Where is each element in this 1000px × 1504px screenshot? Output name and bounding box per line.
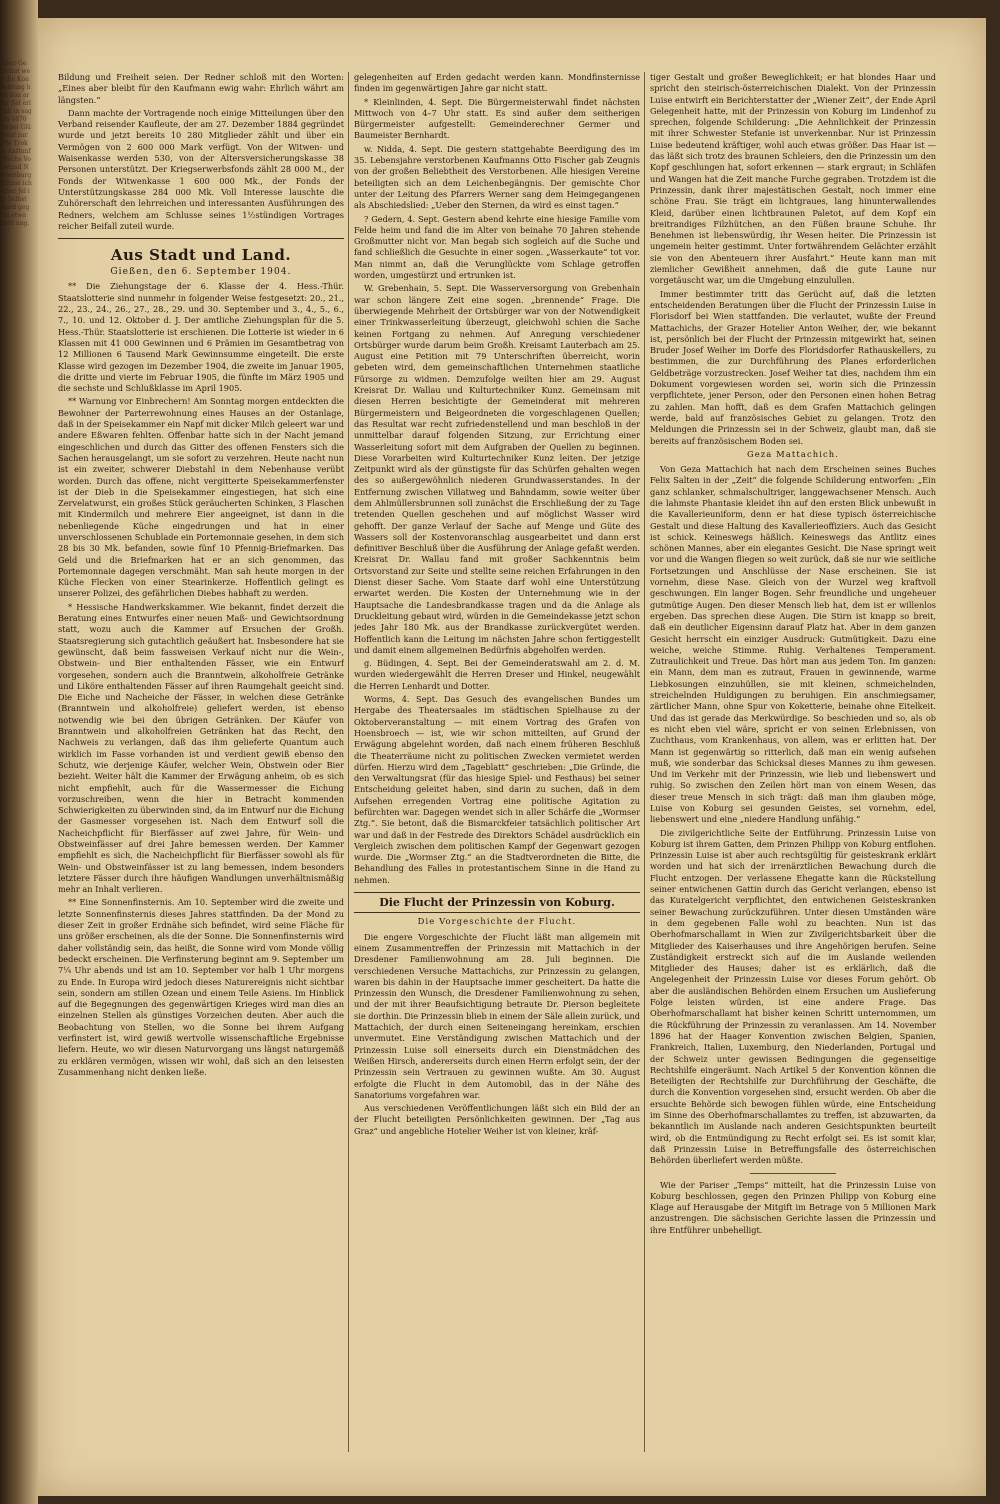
paragraph: ** Warnung vor Einbrechern! Am Sonntag morgen entdeckten die Bewohner der Parterrewohnung eines Hauses an der Ostanlage, daß in der Speisekammer ein Napf mit dicker Milch geleert war und andere Eßwaren fehlten. Offenbar hatte sich in der Nacht jemand eingeschlichen und durch das Gitter des offenen Fensters sich die Sachen herausgelangt, um sie sofort zu verzehren. Heute nacht nun ist ein zweiter, schwerer Diebstahl in dem Nebenhause verübt worden. Durch das offene, nicht vergitterte Speisekammerfenster ist der Dieb in die Speisekammer eingestiegen, hat sich eine Zervelatwurst, ein großes Stück geräucherten Schinken, 3 Flaschen mit Kindermilch und mehrere Eier angeeignet, ist dann in die nebenliegende Küche eingedrungen und hat in einer unverschlossenen Schublade ein Portemonnaie gesehen, in dem sich 28 bis 30 Mk. befanden, sowie fünf 10 Pfennig-Briefmarken. Das Geld und die Briefmarken hat er an sich genommen, das Portemonnaie dagegen verschmäht. Man sah heute morgen in der Küche Flecken von einer Stearinkerze. Hoffentlich gelingt es unserer Polizei, des gefährlichen Diebes habhaft zu werden. <box>58 396 344 599</box>
dateline: Gießen, den 6. September 1904. <box>110 267 292 278</box>
article-subheading: Geza Mattachich. <box>746 448 840 459</box>
article-heading: Die Flucht der Prinzessin von Koburg. <box>354 892 640 913</box>
adjacent-page-text: uber Ge Schut wei die Kon leibung hat kon ar Kr fiel erl fah in sagen 1870 Arbei Glühenf zur Ma Trok u Anftunf Wechs Vorstand Nenenburg Einzel ich über Jel in Selbst hard gegen etwa Zeit ung. <box>2 60 32 227</box>
paragraph: Aus verschiedenen Veröffentlichungen läßt sich ein Bild der an der Flucht beteiligten Persönlichkeiten gewinnen. Der „Tag aus Graz“ und angebliche Hotelier Weiher ist von kleiner, kräf- <box>354 1103 640 1136</box>
paragraph: * Hessische Handwerkskammer. Wie bekannt, findet derzeit die Beratung eines Entwurfes einer neuen Maß- und Gewichtsordnung statt, wozu auch die Kammer auf Ersuchen der Großh. Staatsregierung sich gutachtlich geäußert hat. Insbesondere hat sie gewünscht, daß beim fassweisen Verkauf nicht nur die Wein-, Obstwein- und Bier enthaltenden Fässer, wie ein Entwurf vorgesehen, sondern auch die Branntwein, alkoholfreie Getränke und Liköre enthaltenden Fässer auf ihren Raumgehalt geeicht sind. Die Eiche und Nacheiche der Fässer, in welchen diese Getränke (Branntwein und alkoholfreie) geliefert werden, ist ebenso notwendig wie bei den übrigen Getränken. Der Käufer von Branntwein und alkoholfreien Getränken hat das Recht, den Nachweis zu verlangen, daß das ihm gelieferte Quantum auch wirklich im Fasse vorhanden ist und verdient gewiß ebenso den Schutz, wie derjenige Käufer, welcher Wein, Obstwein oder Bier bezieht. Weiter hält die Kammer der Erwägung anheim, ob es sich nicht empfiehlt, auch für die Wassermesser die Eichung vorzuschreiben, wenn die hier in Betracht kommenden Schwierigkeiten zu überwinden sind, da im Entwurf nur die Eichung der Gasmesser vorgesehen ist. Nach dem Entwurf soll die Nacheichpflicht für Bierfässer auf zwei Jahre, für Wein- und Obstweinfässer auf drei Jahre bemessen werden. Der Kammer empfiehlt es sich, die Nacheichpflicht für Bierfässer sowohl als für Wein- und Obstweinfässer ist zu lang bemessen, indem besonders letztere Fässer durch ihre häufigen Wandlungen unverhältnismäßig mehr an Inhalt verlieren. <box>58 601 344 895</box>
paragraph: ** Eine Sonnenfinsternis. Am 10. September wird die zweite und letzte Sonnenfinsternis dieses Jahres stattfinden. Da der Mond zu dieser Zeit in großer Erdnähe sich befindet, wird seine Fläche für uns größer erscheinen, als die der Sonne. Die Sonnenfinsternis wird daher vollständig sein, das heißt, die Sonne wird vom Monde völlig bedeckt erscheinen. Die Verfinsterung beginnt am 9. September um 7¼ Uhr abends und ist am 10. September vor halb 1 Uhr morgens zu Ende. In Europa wird jedoch dieses Naturereignis nicht sichtbar sein, sondern am stillen Ozean und einem Teile Asiens. Im Hinblick auf die Begegnungen des gegenwärtigen Krieges wird man dies an einzelnen Stellen als günstiges Vorzeichen deuten. Aber auch die Beobachtung von Stellen, wo die Sonne bei ihrem Aufgang verfinstert ist, wird gewiß wertvolle wissenschaftliche Ergebnisse liefern. Heute, wo wir diesen Naturvorgang uns längst naturgemäß zu erklären vermögen, wissen wir wohl, daß sich an den leisesten Zusammenhang nicht denken ließe. <box>58 897 344 1077</box>
paragraph: ** Die Ziehungstage der 6. Klasse der 4. Hess.-Thür. Staatslotterie sind nunmehr in folgender Weise festgesetzt: 20., 21., 22., 23., 24., 26., 27., 28., 29. und 30. September und 3., 4., 5., 6., 7., 10. und 12. Oktober d. J. Der amtliche Ziehungsplan für die 5. Hess.-Thür. Staatslotterie ist erschienen. Die Lotterie ist wieder in 6 Klassen mit 41 000 Gewinnen und 6 Prämien im Gesamtbetrag von 12 Millionen 6 Tausend Mark Gewinnsumme eingeteilt. Die erste Klasse wird gezogen im Dezember 1904, die zweite im Januar 1905, die dritte und vierte im Februar 1905, die fünfte im März 1905 und die sechste und Schlußklasse im April 1905. <box>58 281 344 394</box>
paragraph: W. Grebenhain, 5. Sept. Die Wasserversorgung von Grebenhain war schon längere Zeit eine sogen. „brennende“ Frage. Die überwiegende Mehrheit der Ortsbürger war von der Notwendigkeit einer Trinkwasserleitung überzeugt, gleichwohl schien die Sache keinen Fortgang zu nehmen. Auf Anregung verschiedener Ortsbürger wurde darum beim Großh. Kreisamt Lauterbach am 25. August eine Petition mit 79 Unterschriften überreicht, worin gebeten wird, dem gemeinschaftlichen Unternehmen staatliche Fürsorge zu widmen. Demzufolge weilten hier am 29. August Kreisrat Dr. Wallau und Kulturtechniker Kunz. Gemeinsam mit diesen Herren besichtigte der Gemeinderat mit mehreren Bürgermeistern und Beigeordneten die vorgeschlagenen Quellen; das Resultat war recht zufriedenstellend und man beschloß in der unmittelbar darauf folgenden Sitzung, zur Errichtung einer Wasserleitung sofort mit dem Aufgraben der Quellen zu beginnen. Diese Vorarbeiten wird Kulturtechniker Kunz leiten. Der jetzige Zeitpunkt wird als der günstigste für das Schürfen gehalten wegen des so außergewöhnlich niederen Grundwasserstandes. In der Entfernung zwischen Villatweg und Bahndamm, sowie weiter über dem Ahlmüllersbrunnen soll zunächst die Erschließung der zu Tage tretenden Quellen geschehen und auf möglichst Wasser wird gehofft. Der ganze Verlauf der Sache auf Menge und Güte des Wassers soll der Kostenvoranschlag ausgearbeitet und dann erst definitiver Beschluß über die Ausführung der Anlage gefaßt werden. Kreisrat Dr. Wallau fand mit großer Sachkenntnis beim Ortsvorstand zur Seite und stellte seine reichen Erfahrungen in den Dienst dieser Sache. Vom Staate darf wohl eine Unterstützung erwartet werden. Die Kosten der Unternehmung wie in der Hauptsache die Landesbrandkasse tragen und da die Anlage als Druckleitung gebaut wird, würden in die Gemeindekasse jetzt schon jedes Jahr 180 Mk. aus der Brandkasse zurückvergütet werden. Hoffentlich kann die Leitung im nächsten Jahre schon fertiggestellt und damit einem allgemeinen Bedürfnis abgeholfen werden. <box>354 283 640 655</box>
paragraph: tiger Gestalt und großer Beweglichkeit; er hat blondes Haar und spricht den steirisch-österreichischen Dialekt. Von der Prinzessin Luise entwirft ein Berichterstatter der „Wiener Zeit“, der Ende April Gelegenheit hatte, mit der Prinzessin von Koburg im Lindenhof zu sprechen, folgende Schilderung: „Die Aehnlichkeit der Prinzessin mit ihrer Schwester Stefanie ist unverkennbar. Nur ist Prinzessin Luise bedeutend kräftiger, wohl auch etwas größer. Das Haar ist — das läßt sich trotz des braunen Schleiers, den die Prinzessin um den Kopf geschlungen hat, sofort erkennen — stark ergraut; in Schläfen und Wangen hat die Zeit manche Furche gegraben. Trotzdem ist die Prinzessin, dank ihrer majestätischen Gestalt, noch immer eine schöne Frau. Sie trägt ein lichtgraues, lang hinunterwallendes Kleid, darüber einen lichtbraunen Paletot, auf dem Kopf ein breitrandiges Filzhütchen, an den Füßen braune Schuhe. Ihr Benehmen ist liebenswürdig, ihr Wesen heiter. Die Prinzessin ist ungemein heiter gestimmt. Unter fortwährendem Gelächter erzählt sie von den Abenteuern ihrer Ausfahrt.“ Heute kann man mit ziemlicher Gewißheit annehmen, daß die gute Laune nur vorgetäuscht war, um die Umgebung einzulullen. <box>650 72 936 286</box>
paragraph: ? Gedern, 4. Sept. Gestern abend kehrte eine hiesige Familie vom Felde heim und fand die im Alter von beinahe 70 Jahren stehende Großmutter nicht vor. Man begab sich sogleich auf die Suche und fand schließlich die Gesuchte in einer sogen. „Wasserkaute“ tot vor. Man nimmt an, daß die Verunglückte vom Schlage getroffen worden, umgestürzt und ertrunken ist. <box>354 213 640 281</box>
paragraph: w. Nidda, 4. Sept. Die gestern stattgehabte Beerdigung des im 35. Lebensjahre verstorbenen Kaufmanns Otto Fischer gab Zeugnis von der großen Beliebtheit des Verstorbenen. Alle hiesigen Vereine beteiligten sich an dem Leichenbegängnis. Der gemischte Chor unter der Leitung des Pfarrers Werner sang dem Heimgegangenen als Abschiedslied: „Ueber den Sternen, da wird es einst tagen.“ <box>354 143 640 211</box>
adjacent-page-edge <box>0 0 38 1504</box>
paragraph: Dann machte der Vortragende noch einige Mitteilungen über den Verband reisender Kaufleute, der am 27. Dezember 1884 gegründet wurde und jetzt bereits 10 280 Mitglieder zählt und über ein Vermögen von 2 600 000 Mark verfügt. Von der Witwen- und Waisenkasse werden 530, von der Altersversicherungskasse 38 Personen unterstützt. Der Kriegserwerbsfonds zählt 28 000 M., der Fonds der Witwenkasse 1 600 000 Mk., der Fonds der Unterstützungskasse 284 000 Mk. Voll Interesse lauschte die Zuhörerschaft den lehrreichen und interessanten Ausführungen des Redners, welchem am Schlusse seines 1½stündigen Vortrages reicher Beifall zuteil wurde. <box>58 107 344 231</box>
paragraph: Bildung und Freiheit seien. Der Redner schloß mit den Worten: „Eines aber bleibt für den Kaufmann ewig wahr: Ehrlich währt am längsten.“ <box>58 72 344 105</box>
column-3 <box>650 72 936 1470</box>
paragraph: Wie der Pariser „Temps“ mitteilt, hat die Prinzessin Luise von Koburg beschlossen, gegen den Prinzen Philipp von Koburg eine Klage auf Herausgabe der Mitgift im Betrage von 5 Millionen Mark anzustrengen. Die sächsischen Gerichte lassen die Prinzessin und ihre Entführer unbehelligt. <box>650 1179 936 1235</box>
paragraph: * Kleinlinden, 4. Sept. Die Bürgermeisterwahl findet nächsten Mittwoch von 4–7 Uhr statt. Es sind außer dem seitherigen Bürgermeister aufgestellt: Gemeinderechner Germer und Baumeister Bernhardt. <box>354 96 640 141</box>
article-subheading: Die Vorgeschichte der Flucht. <box>417 916 577 927</box>
section-heading: Aus Stadt und Land. <box>58 238 344 265</box>
paragraph: Worms, 4. Sept. Das Gesuch des evangelischen Bundes um Hergabe des Theatersaales im städtischen Spielhause zu der Oktoberveranstaltung — mit einem Vortrag des Grafen von Hoensbroech — ist, wie wir schon mitteilten, auf Grund der Erwägung abgelehnt worden, daß nach einem früheren Beschluß die Theaterräume nicht zu politischen Zwecken vermietet werden dürfen. Hierzu wird dem „Tageblatt“ geschrieben: „Die Gründe, die den Verwaltungsrat (für das hiesige Spiel- und Festhaus) bei seiner Entscheidung geleitet haben, sind darin zu suchen, daß in dem Aufsehen erregenden Vortrag eine politische Agitation zu befürchten war. Dagegen wendet sich in aller Schärfe die „Wormser Ztg.“. Sie betont, daß die Bismarckfeier tatsächlich politischer Art war und daß in der Festrede des Direktors Schädel ausdrücklich ein Vergleich zwischen dem politischen Kampf der Gegenwart gezogen wurde. Die „Wormser Ztg.“ an die Stadtverordneten die Bitte, die Behandlung des Falles in protestantischem Sinne in die Hand zu nehmen. <box>354 694 640 885</box>
column-divider <box>644 72 645 1452</box>
paragraph: Von Geza Mattachich hat nach dem Erscheinen seines Buches Felix Salten in der „Zeit“ die folgende Schilderung entworfen: „Ein ganz schlanker, schmalschultriger, langgewachsener Mensch. Auch die lahmste Phantasie kleidet ihn auf den ersten Blick unbewußt in die Kavallerieuniform, denn er hat diese typisch österreichische Gestalt und diese Haltung des Kavallerieoffiziers. Auch das Gesicht ist schick. Keineswegs häßlich. Keineswegs das Antlitz eines schönen Mannes, aber ein elegantes Gesicht. Die Nase springt weit vor und die Wangen fliegen so weit zurück, daß sie nur wie seitliche Fortsetzungen und Anschlüsse der Nase erscheinen. Sie ist vornehm, diese Nase. Gleich von der Wurzel weg kraftvoll geschwungen. Ein langer Bogen. Sehr freundliche und ungeheuer gutmütige Augen. Den dieser Mensch lieb hat, dem ist er willenlos ergeben. Das sprechen diese Augen. Die Stirn ist knapp so breit, daß ein deutlicher Eigensinn darauf Platz hat. Aber in dem ganzen Gesicht herrscht ein einziger Ausdruck: Gutmütigkeit. Dazu eine weiche, weiche Stimme. Ruhig. Verhaltenes Temperament. Zutraulichkeit und Treue. Das hört man aus jedem Ton. Im ganzen: ein Mann, dem man es zutraut, Frauen in gewinnende, warme Liebkosungen einzuhüllen, sie mit kleinen, schmeichelnden, streichelnden Huldigungen zu beruhigen. Ein anschmiegsamer, zärtlicher Mann, ohne Spur von Koketterie, beinahe ohne Eitelkeit. Und das ist gerade das Merkwürdige. So beschieden und so, als ob es nicht eben viel wäre, spricht er von seinen Erlebnissen, von Zuchthaus, vom Krankenhaus, von allem, was er erlitten hat. Der Mann ist gegenwärtig so ritterlich, daß man ein wenig aufsehen muß, wie sonderbar das Schicksal dieses Mannes zu ihm gewesen. Und im Verkehr mit der Prinzessin, wie lieb und liebenswert und ruhig. So zwischen den Zeilen hört man von einem Wesen, das dieser treue Mensch in sich trägt: daß man ihm glauben möge, Luise von Koburg sei gesunden Geistes, sei vornehm, edel, liebenswert und eine „niedere Handlung unfähig.“ <box>650 464 936 825</box>
column-2 <box>354 72 640 1470</box>
column-divider <box>348 72 349 1452</box>
paragraph: gelegenheiten auf Erden gedacht werden kann. Mondfinsternisse finden im gegenwärtigen Jahre gar nicht statt. <box>354 72 640 94</box>
separator <box>750 1173 836 1174</box>
paragraph: g. Büdingen, 4. Sept. Bei der Gemeinderatswahl am 2. d. M. wurden wiedergewählt die Herren Dreser und Hinkel, neugewählt die Herren Lenhardt und Dotter. <box>354 658 640 691</box>
column-1 <box>58 72 344 1470</box>
paragraph: Immer bestimmter tritt das Gerücht auf, daß die letzten entscheidenden Beratungen über die Flucht der Prinzessin Luise in Florisdorf bei Wien stattfanden. Die verlautet, wußte der Freund Mattachichs, der Grazer Hotelier Anton Weiher, der, wie bekannt ist, persönlich bei der Flucht der Prinzessin mitgewirkt hat, seinen Bruder Josef Weiher im Dorfe des Floridsdorfer Rathauskellers, zu bestimmen, die zur Durchführung des Planes erforderlichen Geldbeträge vorzustrecken. Josef Weiher tat dies, nachdem ihm ein Dokument vorgewiesen worden sei, worin sich die Prinzessin verpflichtete, jener Person, oder den Personen einen hohen Betrag zu zahlen. Man hofft, daß es dem Grafen Mattachich gelingen werde, bald auf französisches Gebiet zu gelangen. Trotz den Meldungen die Prinzessin sei in der Schweiz, glaubt man, daß sie bereits auf französischem Boden sei. <box>650 288 936 446</box>
paragraph: Die engere Vorgeschichte der Flucht läßt man allgemein mit einem Zusammentreffen der Prinzessin mit Mattachich in der Dresdener Familienwohnung am 28. Juli beginnen. Die verschiedenen Versuche Mattachichs, zur Prinzessin zu gelangen, waren bis dahin in der Hauptsache immer gescheitert. Da hatte die Prinzessin den Wunsch, die Dresdener Familienwohnung zu sehen, und der mit ihrer Beaufsichtigung betraute Dr. Pierson begleitete sie dorthin. Die Prinzessin blieb in einem der Säle allein zurück, und Mattachich, der durch einen Seiteneingang hereinkam, erschien unvermutet. Eine Verständigung zwischen Mattachich und der Prinzessin Luise soll einerseits durch ein Dienstmädchen des Weißen Hirsch, andererseits durch einen Herrn erfolgt sein, der der Prinzessin sein Vertrauen zu gewinnen wußte. Am 30. August erfolgte die Flucht in dem Automobil, das in der Nähe des Sanatoriums vorgefahren war. <box>354 931 640 1100</box>
paragraph: Die zivilgerichtliche Seite der Entführung. Prinzessin Luise von Koburg ist ihrem Gatten, dem Prinzen Philipp von Koburg entflohen. Prinzessin Luise ist aber auch rechtsgültig für geisteskrank erklärt worden und hat sich der irrenärztlichen Bewachung durch die Flucht entzogen. Der verlassene Ehegatte kann die Rückstellung seiner entwichenen Gattin durch das Gericht verlangen, ebenso ist das Kuratelgericht verpflichtet, den entwichenen Geisteskranken seiner Bewachung zurückzuführen. Unter diesen Umständen wäre in dem gegebenen Falle wohl zu beachten. Nun ist das Oberhofmarschallamt in Wien zur Zivilgerichtsbarkeit über die Mitglieder des Kaiserhauses und ihre Angehörigen berufen. Seine Zuständigkeit erstreckt sich auf die im Auslande weilenden Mitglieder des Hauses; daher ist es erklärlich, daß die Angelegenheit der Prinzessin Luise vor dieses Forum gehört. Ob aber die ausländischen Behörden einem Ersuchen um Auslieferung Folge leisten würden, ist eine andere Frage. Das Oberhofmarschallamt hat bisher keinen Schritt unternommen, um die Rückführung der Prinzessin zu veranlassen. Am 14. November 1896 hat der Haager Konvention zwischen Belgien, Spanien, Frankreich, Italien, Luxemburg, den Niederlanden, Portugal und der Schweiz unter gewissen Bedingungen die gegenseitige Rechtshilfe eingeräumt. Nach Artikel 5 der Konvention können die Beteiligten der Rechtshilfe zur Durchführung der Geschäfte, die durch die Konvention vorgesehen sind, ersucht werden. Ob aber die ersuchte Behörde sich bewogen fühlen würde, eine Entscheidung im Sinne des Oberhofmarschallamtes zu treffen, ist abzuwarten, da bekanntlich im Auslande nach anderen Gesichtspunkten beurteilt wird, ob die Entmündigung zu Recht erfolgt sei. Es ist somit klar, daß Prinzessin Luise in Betreffungsfalle des österreichischen Behörden überliefert werden müßte. <box>650 827 936 1166</box>
